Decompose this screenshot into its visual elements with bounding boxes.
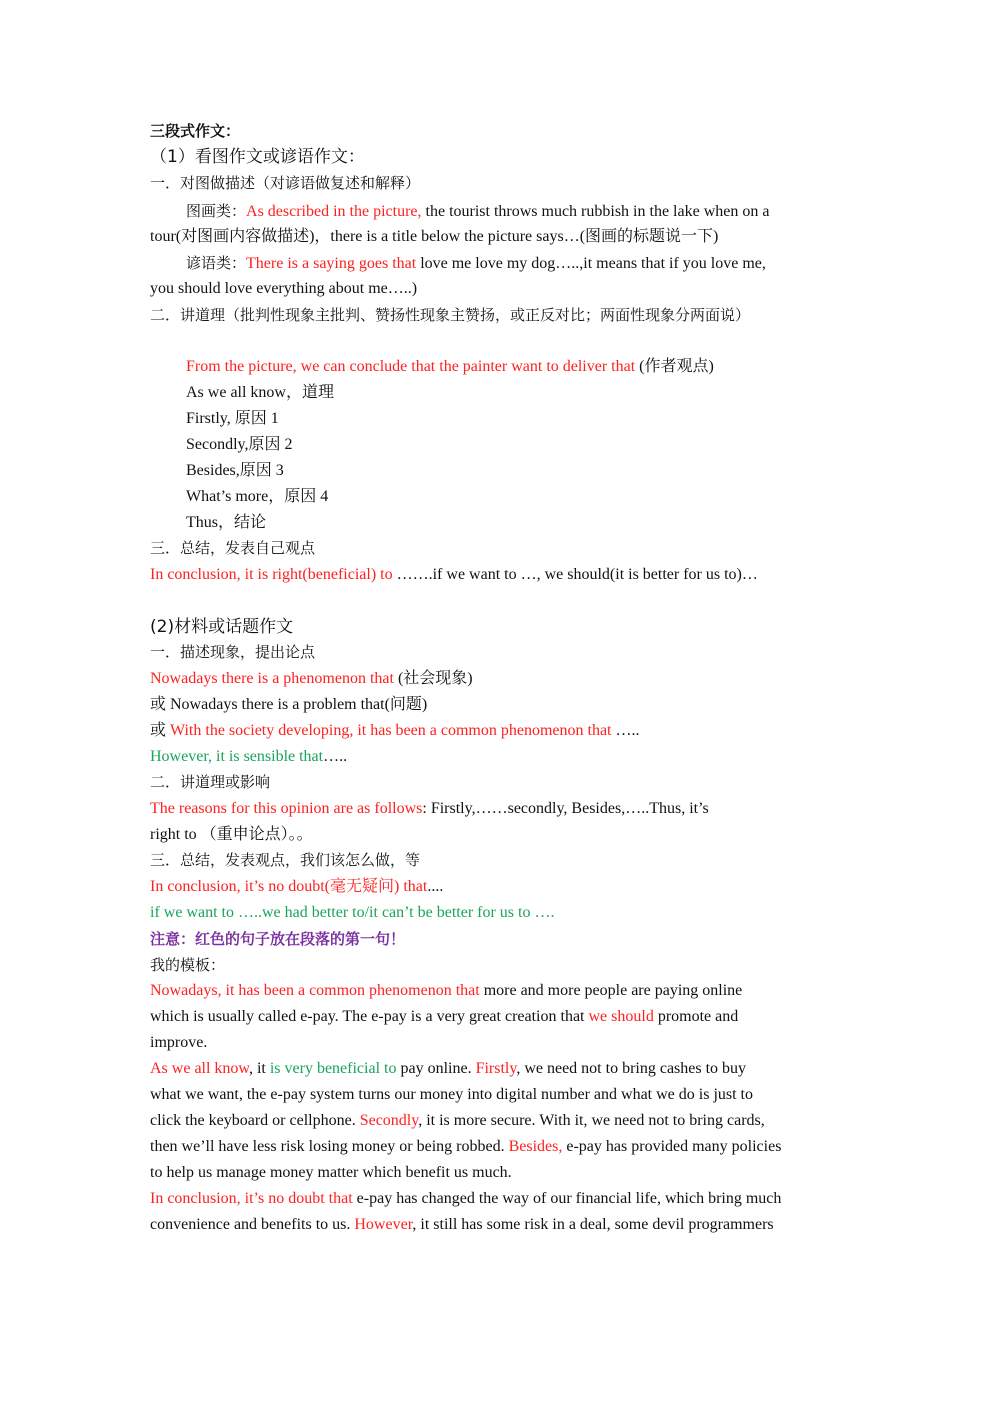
essay-p2d-rest: e-pay has provided many policies xyxy=(562,1138,782,1155)
essay-p3-rest: e-pay has changed the way of our financial life, which bring much xyxy=(352,1190,782,1207)
conclude-red-phrase: From the picture, we can conclude that the painter want to deliver that xyxy=(186,358,636,375)
saying-rest: love me love my dog…..,it means that if you love me, xyxy=(416,255,766,272)
picture-rest: the tourist throws much rubbish in the lake when on a xyxy=(421,203,770,220)
essay-p2-mid1: , it xyxy=(248,1060,270,1077)
part1-heading: （1）看图作文或谚语作文： xyxy=(150,147,365,167)
problem-line: 或 Nowadays there is a problem that(问题) xyxy=(150,696,428,713)
essay-p2-green: is very beneficial to xyxy=(269,1060,397,1077)
essay-p3-line1 xyxy=(150,1188,781,1210)
step-besides: Besides,原因 3 xyxy=(186,462,284,479)
reasons-line xyxy=(150,798,709,820)
essay-p2-line2: what we want, the e-pay system turns our money into digital number and what we do is just to xyxy=(150,1086,753,1103)
essay-p3b-red: However xyxy=(354,1216,413,1233)
part1-step1: 一．对图做描述（对谚语做复述和解释） xyxy=(150,174,421,192)
step-whats-more: What’s more，原因 4 xyxy=(186,488,329,505)
essay-p2-line3 xyxy=(150,1110,765,1132)
conclude-line xyxy=(186,356,714,378)
essay-p1b-rest: promote and xyxy=(653,1008,739,1025)
doc-title: 三段式作文： xyxy=(150,122,241,140)
society-rest: ….. xyxy=(611,722,640,739)
step-secondly: Secondly,原因 2 xyxy=(186,436,293,453)
phenomenon-line xyxy=(150,668,473,690)
essay-p2-mid2: pay online. xyxy=(396,1060,476,1077)
essay-p2-red2: Firstly xyxy=(475,1060,517,1077)
picture-red-phrase: As described in the picture, xyxy=(246,203,422,220)
essay-p1-rest: more and more people are paying online xyxy=(479,982,743,999)
essay-p3-red: In conclusion, it’s no doubt that xyxy=(150,1190,353,1207)
essay-p3b-pre: convenience and benefits to us. xyxy=(150,1216,355,1233)
essay-p2c-rest: , it is more secure. With it, we need not to bring cards, xyxy=(418,1112,765,1129)
no-doubt-red-phrase: In conclusion, it’s no doubt(毫无疑问) that xyxy=(150,878,428,895)
essay-p1-line1 xyxy=(150,980,742,1002)
phenomenon-rest: (社会现象) xyxy=(393,670,473,687)
saying-red-phrase: There is a saying goes that xyxy=(246,255,417,272)
essay-p2c-red: Secondly xyxy=(359,1112,419,1129)
essay-p2c-pre: click the keyboard or cellphone. xyxy=(150,1112,360,1129)
part2-step2: 二．讲道理或影响 xyxy=(150,773,271,791)
essay-p1b-red: we should xyxy=(588,1008,654,1025)
part1-step2: 二．讲道理（批判性现象主批判、赞扬性现象主赞扬，或正反对比；两面性现象分两面说） xyxy=(150,306,751,324)
part2-step1: 一．描述现象，提出论点 xyxy=(150,643,316,661)
part1-step3: 三．总结，发表自己观点 xyxy=(150,539,316,557)
conclusion-red-phrase: In conclusion, it is right(beneficial) to xyxy=(150,566,393,583)
conclusion-rest: …….if we want to …, we should(it is better for us to)… xyxy=(392,566,758,583)
essay-p2-line5: to help us manage money matter which benefit us much. xyxy=(150,1164,512,1181)
however-line xyxy=(150,746,347,768)
essay-p2-line1 xyxy=(150,1058,746,1080)
picture-line-2: tour(对图画内容做描述)，there is a title below the picture says…(图画的标题说一下) xyxy=(150,228,719,245)
essay-p2d-pre: then we’ll have less risk losing money or being robbed. xyxy=(150,1138,509,1155)
however-rest: ….. xyxy=(323,748,348,765)
essay-p1b-pre: which is usually called e-pay. The e-pay is a very great creation that xyxy=(150,1008,589,1025)
better-line: if we want to …..we had better to/it can’t be better for us to …. xyxy=(150,904,555,921)
essay-p1-line2 xyxy=(150,1006,738,1028)
society-red-phrase: With the society developing, it has been a common phenomenon that xyxy=(170,722,612,739)
society-prefix: 或 xyxy=(150,722,171,739)
template-label: 我的模板： xyxy=(150,956,226,974)
picture-type-line xyxy=(186,200,769,223)
essay-p1-line3: improve. xyxy=(150,1034,208,1051)
society-line xyxy=(150,720,639,742)
however-green-phrase: However, it is sensible that xyxy=(150,748,324,765)
essay-p2-line4 xyxy=(150,1136,781,1158)
reasons-line-2: right to （重申论点）。。 xyxy=(150,826,313,843)
note-line: 注意：红色的句子放在段落的第一句！ xyxy=(150,930,406,948)
conclude-rest: (作者观点) xyxy=(635,358,714,375)
saying-line-2: you should love everything about me…..) xyxy=(150,280,418,297)
step-as-we-all-know: As we all know，道理 xyxy=(186,384,334,401)
part1-conclusion-line xyxy=(150,564,758,586)
no-doubt-line xyxy=(150,876,443,898)
essay-p2d-red: Besides, xyxy=(508,1138,563,1155)
essay-p1-red: Nowadays, it has been a common phenomenon that xyxy=(150,982,480,999)
saying-type-line xyxy=(186,252,766,275)
essay-p3b-rest: , it still has some risk in a deal, some devil programmers xyxy=(412,1216,774,1233)
phenomenon-red-phrase: Nowadays there is a phenomenon that xyxy=(150,670,394,687)
part2-step3: 三．总结，发表观点，我们该怎么做，等 xyxy=(150,851,421,869)
essay-p3-line2 xyxy=(150,1214,774,1236)
reasons-red-phrase: The reasons for this opinion are as follows xyxy=(150,800,423,817)
picture-type-label: 图画类： xyxy=(186,202,247,220)
reasons-rest: : Firstly,……secondly, Besides,…..Thus, it’s xyxy=(422,800,709,817)
step-firstly: Firstly, 原因 1 xyxy=(186,410,279,427)
saying-type-label: 谚语类： xyxy=(186,254,247,272)
no-doubt-rest: .... xyxy=(427,878,444,895)
step-thus: Thus，结论 xyxy=(186,514,267,531)
part2-heading: (2)材料或话题作文 xyxy=(150,617,294,637)
essay-p2-rest: , we need not to bring cashes to buy xyxy=(516,1060,747,1077)
essay-p2-red1: As we all know xyxy=(150,1060,249,1077)
